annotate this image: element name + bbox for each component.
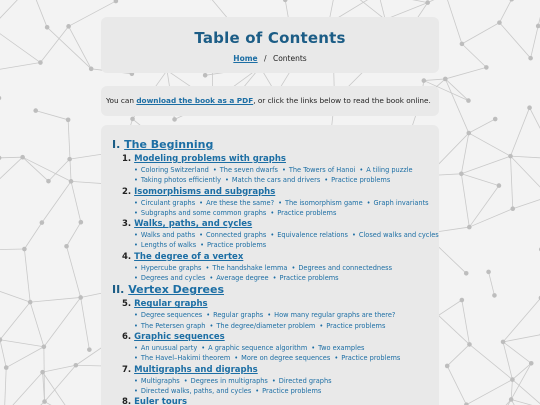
breadcrumb-current: Contents	[272, 54, 307, 63]
bg-edge	[24, 249, 30, 302]
bg-node	[28, 300, 33, 305]
chapter-item	[112, 332, 439, 364]
bg-edge	[4, 368, 6, 405]
bg-node	[46, 179, 51, 184]
chapter-title	[122, 332, 439, 343]
chapter-number: 5.	[122, 299, 135, 310]
section-link[interactable]: • The Towers of Hanoi	[282, 166, 355, 174]
section-link[interactable]: • The seven dwarfs	[213, 166, 278, 174]
bg-edge	[30, 297, 81, 302]
bg-edge	[379, 0, 428, 3]
bg-edge	[45, 402, 74, 405]
bg-node	[509, 397, 514, 402]
bg-edge	[511, 380, 512, 400]
bg-node	[460, 42, 465, 47]
bg-edge	[510, 156, 512, 209]
section-line	[122, 321, 439, 331]
breadcrumb-home-link[interactable]: Home	[233, 54, 258, 63]
chapter-number: 1.	[122, 154, 135, 164]
section-line	[122, 353, 439, 363]
section-link[interactable]: • More on degree sequences	[234, 354, 330, 362]
section-link[interactable]: • Taking photos efficiently	[134, 176, 221, 184]
bg-edge	[23, 157, 49, 181]
bg-edge	[531, 26, 539, 58]
intro-panel	[101, 86, 439, 116]
section-link[interactable]: • Connected graphs	[199, 231, 266, 239]
bg-edge	[67, 246, 81, 297]
bg-edge	[42, 181, 71, 222]
part-numeral: I.	[112, 138, 125, 151]
section-link[interactable]: • Match the cars and drivers	[225, 176, 320, 184]
bg-edge	[445, 79, 468, 133]
section-link[interactable]: • Coloring Switzerland	[134, 166, 209, 174]
part-numeral: II.	[112, 283, 129, 297]
bg-node	[510, 377, 515, 382]
chapter-title	[122, 365, 439, 376]
download-pdf-link[interactable]: download the book as a PDF	[136, 96, 254, 105]
chapter-link[interactable]: Graphic sequences	[134, 331, 225, 342]
chapter-title	[122, 219, 439, 230]
bg-edge	[510, 156, 540, 196]
bg-edge	[499, 23, 530, 59]
bg-node	[283, 0, 288, 2]
chapter-title	[122, 187, 439, 198]
bg-edge	[469, 344, 512, 379]
bg-edge	[0, 302, 30, 340]
bg-edge	[6, 347, 44, 368]
bg-node	[79, 220, 84, 225]
bg-node	[22, 247, 27, 252]
bg-node	[87, 347, 92, 352]
bg-node	[66, 118, 71, 123]
chapter-number: 7.	[122, 364, 135, 375]
chapter-item	[112, 397, 439, 405]
chapter-item	[112, 187, 439, 219]
bg-node	[20, 155, 25, 160]
section-link[interactable]: • The isomorphism game	[278, 199, 363, 207]
section-link[interactable]: • An unusual party	[134, 344, 197, 352]
chapter-item	[112, 365, 439, 397]
part-title-link[interactable]: Vertex Degrees	[128, 283, 225, 297]
bg-edge	[0, 157, 23, 190]
bg-edge	[461, 174, 499, 186]
bg-node	[497, 20, 502, 25]
bg-node	[501, 340, 506, 345]
bg-node	[466, 131, 471, 136]
part-heading	[112, 138, 439, 151]
chapter-link[interactable]: Multigraphs and digraphs	[134, 364, 258, 375]
chapter-title	[122, 299, 439, 310]
bg-edge	[71, 181, 81, 222]
bg-edge	[0, 157, 23, 158]
bg-edge	[530, 108, 540, 159]
chapter-number: 2.	[122, 186, 135, 197]
bg-edge	[24, 223, 41, 249]
bg-node	[486, 270, 491, 275]
bg-node	[74, 363, 79, 368]
chapter-number: 3.	[122, 219, 135, 230]
section-link[interactable]: • Practice problems	[334, 354, 400, 362]
part-title-link[interactable]: The Beginning	[124, 138, 214, 151]
section-line	[122, 273, 439, 283]
section-line	[122, 175, 439, 185]
section-link[interactable]: • Subgraphs and some common graphs	[134, 209, 266, 217]
chapter-title	[122, 252, 439, 263]
bg-edge	[44, 297, 81, 346]
breadcrumb	[101, 54, 439, 63]
section-line	[122, 343, 439, 353]
bg-node	[66, 24, 71, 29]
section-link[interactable]: • Two examples	[311, 344, 364, 352]
section-line	[122, 230, 439, 240]
bg-edge	[461, 174, 469, 227]
bg-node	[484, 65, 489, 70]
chapter-link[interactable]: Euler tours	[134, 397, 188, 405]
section-line	[122, 263, 439, 273]
bg-edge	[0, 0, 31, 27]
section-link[interactable]: • Practice problems	[324, 176, 390, 184]
section-line	[122, 386, 439, 396]
bg-node	[467, 225, 472, 230]
section-link[interactable]: • Practice problems	[319, 322, 385, 330]
bg-node	[467, 342, 472, 347]
bg-edge	[0, 27, 40, 62]
bg-node	[45, 25, 50, 30]
bg-edge	[0, 286, 30, 302]
section-line	[122, 310, 439, 320]
bg-edge	[81, 297, 90, 349]
bg-edge	[510, 156, 540, 159]
bg-node	[529, 361, 534, 366]
bg-edge	[31, 0, 47, 27]
bg-node	[536, 24, 540, 29]
bg-node	[422, 78, 427, 83]
bg-node	[38, 60, 43, 65]
bg-node	[40, 370, 45, 375]
chapter-title	[122, 154, 439, 165]
bg-node	[460, 298, 465, 303]
bg-node	[528, 56, 533, 61]
section-link[interactable]: • Practice problems	[270, 209, 336, 217]
section-link[interactable]: • Closed walks and cycles	[352, 231, 439, 239]
chapter-number: 6.	[122, 331, 135, 342]
section-link[interactable]: • Practice problems	[200, 241, 266, 249]
section-link[interactable]: • Multigraphs	[134, 377, 180, 385]
bg-node	[42, 344, 47, 349]
section-link[interactable]: • A graphic sequence algorithm	[201, 344, 307, 352]
chapter-link[interactable]: Isomorphisms and subgraphs	[134, 186, 276, 197]
bg-edge	[43, 372, 74, 405]
breadcrumb-separator: /	[264, 54, 267, 63]
section-line	[122, 240, 439, 250]
bg-node	[203, 73, 208, 78]
bg-edge	[447, 344, 469, 366]
chapter-link[interactable]: Regular graphs	[134, 299, 208, 310]
bg-node	[33, 108, 38, 113]
bg-node	[0, 96, 1, 101]
section-link[interactable]: • Walks and paths	[134, 231, 195, 239]
bg-edge	[462, 44, 486, 68]
bg-node	[67, 157, 72, 162]
bg-edge	[30, 302, 44, 347]
bg-node	[172, 117, 177, 122]
toc-panel	[101, 125, 439, 405]
bg-node	[425, 0, 430, 5]
intro-suffix: , or click the links below to read the book online.	[253, 96, 431, 105]
section-line	[122, 198, 439, 208]
page-title: Table of Contents	[194, 29, 346, 47]
part-heading	[112, 283, 439, 296]
bg-edge	[466, 380, 512, 405]
bg-node	[509, 0, 514, 2]
bg-edge	[447, 366, 466, 405]
bg-node	[78, 295, 83, 300]
section-link[interactable]: • Average degree	[209, 274, 268, 282]
chapter-number: 8.	[122, 397, 135, 405]
bg-node	[4, 365, 9, 370]
section-link[interactable]: • Graph invariants	[367, 199, 429, 207]
bg-node	[493, 117, 498, 122]
bg-node	[466, 98, 471, 103]
chapter-title	[122, 397, 439, 405]
bg-edge	[68, 120, 71, 182]
chapter-link[interactable]: Walks, paths, and cycles	[134, 219, 253, 230]
section-link[interactable]: • Lengths of walks	[134, 241, 196, 249]
section-line	[122, 165, 439, 175]
section-link[interactable]: • The Petersen graph	[134, 322, 205, 330]
bg-node	[445, 364, 450, 369]
section-link[interactable]: • A tiling puzzle	[359, 166, 412, 174]
bg-node	[508, 154, 513, 159]
bg-edge	[512, 363, 531, 379]
bg-node	[0, 156, 1, 161]
section-link[interactable]: • Directed walks, paths, and cycles	[134, 387, 251, 395]
section-link[interactable]: • Hypercube graphs	[134, 264, 201, 272]
bg-node	[497, 183, 502, 188]
bg-edge	[48, 159, 69, 181]
bg-edge	[0, 340, 6, 368]
bg-node	[464, 271, 469, 276]
bg-edge	[424, 79, 445, 81]
bg-edge	[40, 26, 68, 62]
bg-node	[64, 244, 69, 249]
chapter-link[interactable]: Modeling problems with graphs	[134, 154, 286, 164]
bg-edge	[23, 157, 71, 181]
section-link[interactable]: • The handshake lemma	[205, 264, 287, 272]
bg-node	[40, 220, 45, 225]
bg-edge	[445, 79, 468, 101]
section-line	[122, 376, 439, 386]
bg-edge	[461, 156, 510, 174]
bg-edge	[510, 108, 529, 156]
bg-edge	[47, 27, 91, 69]
chapter-item	[112, 299, 439, 331]
bg-edge	[67, 222, 81, 246]
bg-edge	[428, 0, 446, 3]
section-link[interactable]: • Degrees in multigraphs	[184, 377, 268, 385]
chapter-number: 4.	[122, 251, 135, 262]
section-link[interactable]: • Are these the same?	[199, 199, 274, 207]
section-link[interactable]: • Degrees and connectedness	[291, 264, 392, 272]
section-link[interactable]: • The degree/diameter problem	[209, 322, 315, 330]
bg-edge	[513, 196, 540, 208]
bg-edge	[0, 63, 40, 71]
bg-node	[114, 0, 119, 3]
chapter-link[interactable]: The degree of a vertex	[134, 251, 244, 262]
bg-edge	[4, 402, 44, 405]
bg-node	[527, 105, 532, 110]
section-link[interactable]: • Regular graphs	[206, 311, 263, 319]
bg-edge	[0, 249, 24, 250]
section-line	[122, 208, 439, 218]
section-link[interactable]: • Degree sequences	[134, 311, 202, 319]
bg-edge	[490, 399, 511, 405]
bg-edge	[469, 133, 511, 156]
bg-node	[492, 293, 497, 298]
bg-node	[42, 399, 47, 404]
bg-edge	[462, 300, 470, 344]
bg-edge	[499, 0, 511, 23]
bg-node	[510, 206, 515, 211]
bg-edge	[69, 26, 92, 68]
section-link[interactable]: • Equivalence relations	[270, 231, 348, 239]
chapter-item	[112, 252, 439, 284]
chapter-item	[112, 219, 439, 251]
bg-edge	[469, 119, 495, 133]
bg-edge	[445, 67, 486, 79]
section-link[interactable]: • How many regular graphs are there?	[267, 311, 395, 319]
bg-node	[130, 117, 135, 122]
bg-node	[89, 67, 94, 72]
bg-edge	[489, 272, 495, 295]
intro-prefix: You can	[106, 96, 137, 105]
section-link[interactable]: • Practice problems	[255, 387, 321, 395]
header-panel	[101, 17, 439, 73]
bg-edge	[36, 111, 68, 120]
bg-edge	[503, 298, 540, 342]
bg-edge	[446, 0, 462, 44]
bg-node	[69, 179, 74, 184]
bg-edge	[4, 372, 42, 405]
section-link[interactable]: • Degrees and cycles	[134, 274, 205, 282]
bg-node	[459, 171, 464, 176]
section-link[interactable]: • The Havel–Hakimi theorem	[134, 354, 230, 362]
bg-node	[443, 77, 448, 82]
bg-edge	[462, 23, 500, 44]
section-link[interactable]: • Directed graphs	[272, 377, 332, 385]
bg-edge	[0, 340, 44, 347]
bg-node	[0, 337, 2, 342]
section-link[interactable]: • Practice problems	[273, 274, 339, 282]
chapter-item	[112, 154, 439, 186]
bg-edge	[471, 399, 511, 405]
section-link[interactable]: • Circulant graphs	[134, 199, 195, 207]
